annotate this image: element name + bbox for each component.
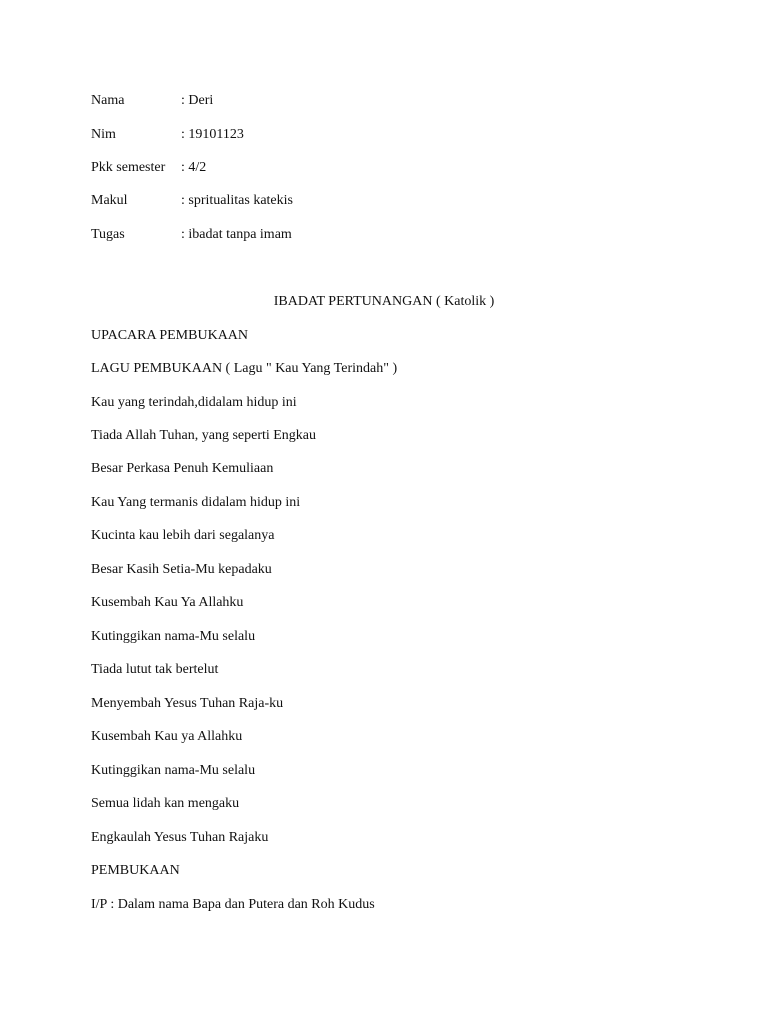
info-value: : 19101123 <box>181 127 244 142</box>
info-row-nama <box>91 91 213 111</box>
song-lyric-line: Engkaulah Yesus Tuhan Rajaku <box>91 830 269 845</box>
song-lyric-line: Menyembah Yesus Tuhan Raja-ku <box>91 696 284 711</box>
section-heading: PEMBUKAAN <box>91 863 180 878</box>
info-value: : ibadat tanpa imam <box>181 227 292 242</box>
info-label: Pkk semester <box>91 160 166 175</box>
song-lyric-line: Semua lidah kan mengaku <box>91 796 240 811</box>
info-row-tugas <box>91 225 292 245</box>
info-row-nim <box>91 125 244 145</box>
info-value: : spritualitas katekis <box>181 193 293 208</box>
song-lyric-line: Kau Yang termanis didalam hidup ini <box>91 495 301 510</box>
song-lyric-line: Kutinggikan nama-Mu selalu <box>91 629 256 644</box>
song-lyric-line: Besar Kasih Setia-Mu kepadaku <box>91 562 272 577</box>
info-value: : 4/2 <box>181 160 207 175</box>
liturgy-line: I/P : Dalam nama Bapa dan Putera dan Roh Kudus <box>91 897 375 912</box>
document-title: IBADAT PERTUNANGAN ( Katolik ) <box>273 294 495 309</box>
song-lyric-line: Kau yang terindah,didalam hidup ini <box>91 395 297 410</box>
info-label: Makul <box>91 193 128 208</box>
song-lyric-line: Kucinta kau lebih dari segalanya <box>91 528 275 543</box>
song-lyric-line: Kutinggikan nama-Mu selalu <box>91 763 256 778</box>
info-value: : Deri <box>181 93 214 108</box>
info-label: Nama <box>91 93 125 108</box>
song-lyric-line: Kusembah Kau ya Allahku <box>91 729 243 744</box>
info-row-makul <box>91 191 293 211</box>
song-lyric-line: Kusembah Kau Ya Allahku <box>91 595 244 610</box>
song-lyric-line: Tiada Allah Tuhan, yang seperti Engkau <box>91 428 317 443</box>
song-heading: LAGU PEMBUKAAN ( Lagu " Kau Yang Terindah" ) <box>91 361 398 376</box>
section-heading: UPACARA PEMBUKAAN <box>91 328 249 343</box>
song-lyric-line: Besar Perkasa Penuh Kemuliaan <box>91 461 274 476</box>
song-lyric-line: Tiada lutut tak bertelut <box>91 662 219 677</box>
info-row-pkk-semester <box>91 158 206 178</box>
info-label: Nim <box>91 127 116 142</box>
info-label: Tugas <box>91 227 125 242</box>
